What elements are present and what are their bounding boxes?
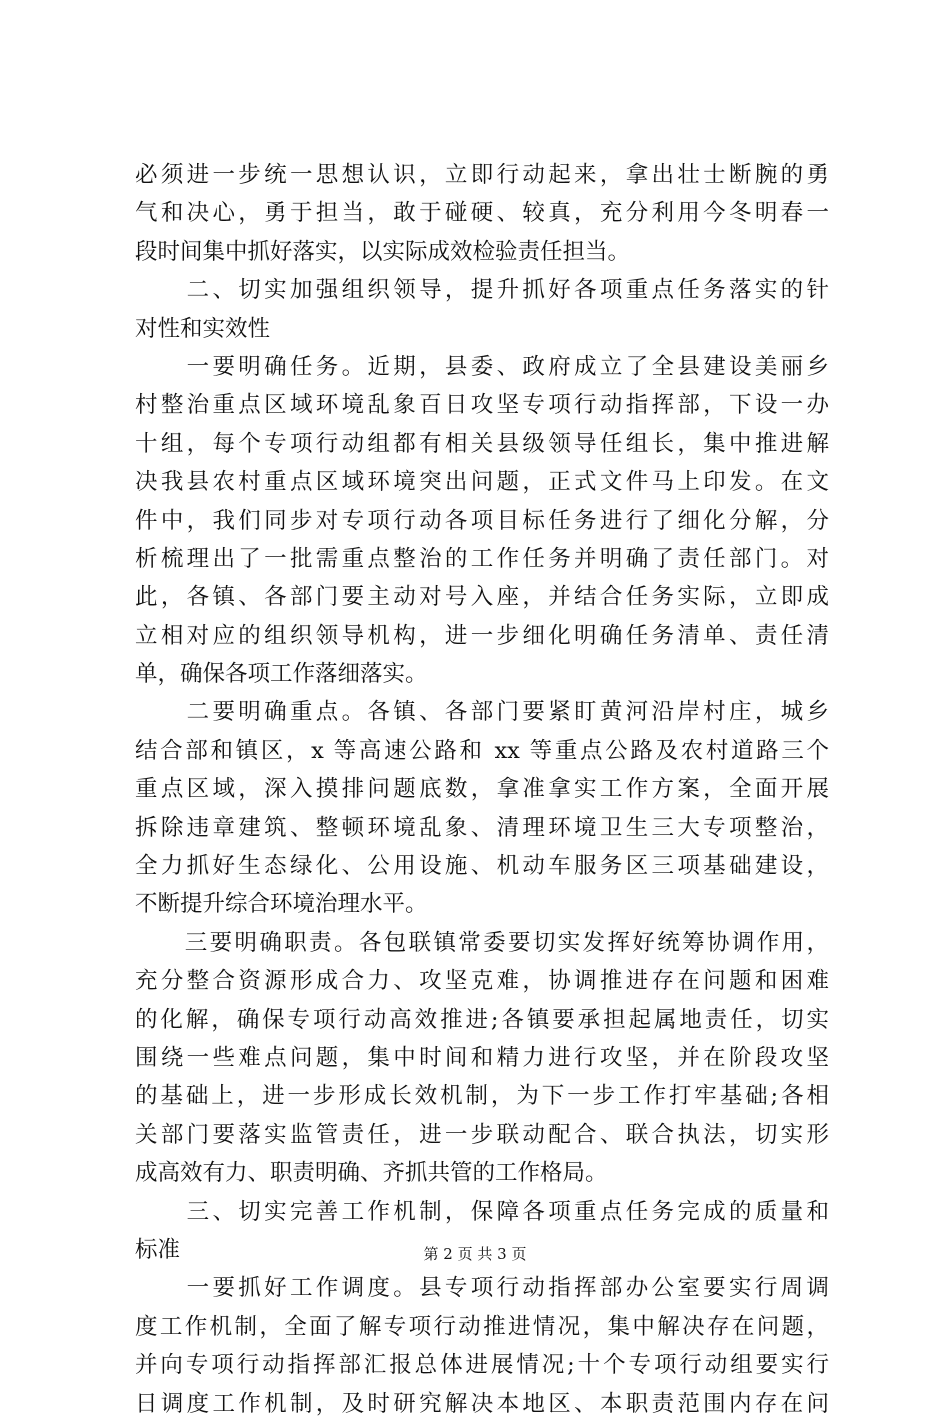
text-line: 一要抓好工作调度。县专项行动指挥部办公室要实行周调 (135, 1275, 829, 1302)
text-line: 标准 (135, 1236, 181, 1263)
text-line: 拆除违章建筑、整顿环境乱象、清理环境卫生三大专项整治， (135, 814, 829, 841)
text-line: 单，确保各项工作落细落实。 (135, 661, 428, 688)
text-line: 全力抓好生态绿化、公用设施、机动车服务区三项基础建设， (135, 853, 829, 880)
text-line: 关部门要落实监管责任，进一步联动配合、联合执法，切实形 (135, 1121, 829, 1148)
text-line: 结合部和镇区，x 等高速公路和 xx 等重点公路及农村道路三个 (135, 737, 829, 764)
text-line: 二要明确重点。各镇、各部门要紧盯黄河沿岸村庄，城乡 (135, 699, 829, 726)
text-line: 成高效有力、职责明确、齐抓共管的工作格局。 (135, 1160, 608, 1187)
text-line: 重点区域，深入摸排问题底数，拿准拿实工作方案，全面开展 (135, 776, 829, 803)
text-line: 三要明确职责。各包联镇常委要切实发挥好统筹协调作用， (135, 929, 829, 956)
text-line: 立相对应的组织领导机构，进一步细化明确任务清单、责任清 (135, 622, 829, 649)
text-line: 日调度工作机制，及时研究解决本地区、本职责范围内存在问 (135, 1390, 829, 1417)
text-line: 二、切实加强组织领导，提升抓好各项重点任务落实的针 (135, 277, 829, 304)
text-line: 度工作机制，全面了解专项行动推进情况，集中解决存在问题， (135, 1313, 829, 1340)
text-line: 决我县农村重点区域环境突出问题，正式文件马上印发。在文 (135, 469, 829, 496)
page-footer: 第 2 页 共 3 页 (423, 1245, 527, 1263)
text-line: 村整治重点区域环境乱象百日攻坚专项行动指挥部，下设一办 (135, 392, 829, 419)
text-line: 的基础上，进一步形成长效机制，为下一步工作打牢基础;各相 (135, 1083, 829, 1110)
text-line: 十组，每个专项行动组都有相关县级领导任组长，集中推进解 (135, 430, 829, 457)
text-line: 对性和实效性 (135, 315, 271, 342)
document-body (135, 156, 829, 1423)
text-line: 析梳理出了一批需重点整治的工作任务并明确了责任部门。对 (135, 545, 829, 572)
text-line: 围绕一些难点问题，集中时间和精力进行攻坚，并在阶段攻坚 (135, 1044, 829, 1071)
text-line: 的化解，确保专项行动高效推进;各镇要承担起属地责任，切实 (135, 1006, 829, 1033)
text-line: 段时间集中抓好落实，以实际成效检验责任担当。 (135, 238, 631, 265)
text-line: 气和决心，勇于担当，敢于碰硬、较真，充分利用今冬明春一 (135, 200, 829, 227)
text-line: 充分整合资源形成合力、攻坚克难，协调推进存在问题和困难 (135, 968, 829, 995)
text-line: 件中，我们同步对专项行动各项目标任务进行了细化分解，分 (135, 507, 829, 534)
text-line: 此，各镇、各部门要主动对号入座，并结合任务实际，立即成 (135, 584, 829, 611)
text-line: 一要明确任务。近期，县委、政府成立了全县建设美丽乡 (135, 353, 829, 380)
text-line: 不断提升综合环境治理水平。 (135, 891, 428, 918)
text-line: 必须进一步统一思想认识，立即行动起来，拿出壮士断腕的勇 (135, 162, 829, 188)
text-line: 并向专项行动指挥部汇报总体进展情况;十个专项行动组要实行 (135, 1352, 829, 1379)
text-line: 三、切实完善工作机制，保障各项重点任务完成的质量和 (135, 1198, 829, 1225)
